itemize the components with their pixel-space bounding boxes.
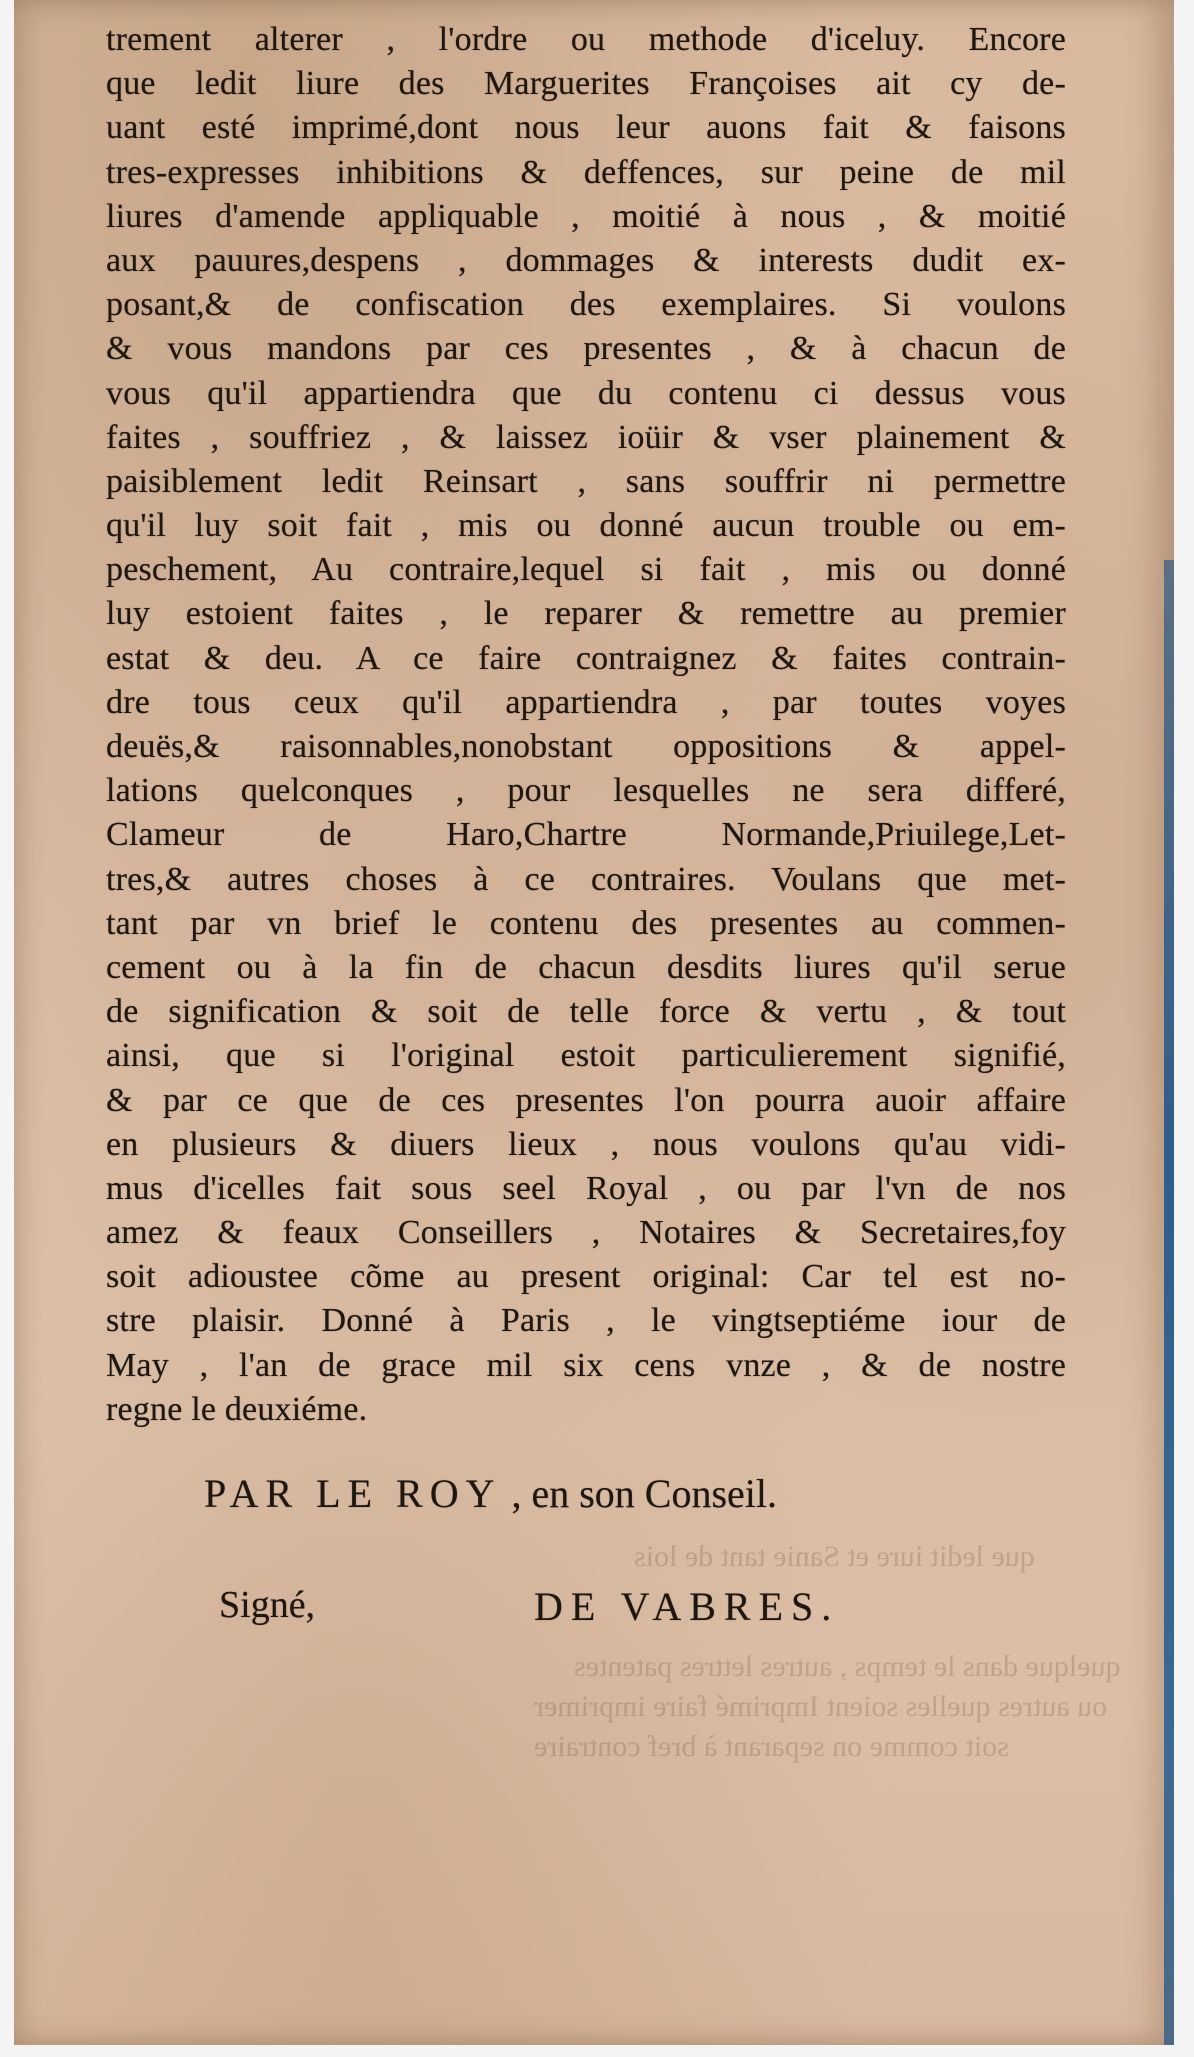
text-line: & par ce que de ces presentes l'on pourra auoir affaire: [106, 1081, 1066, 1119]
text-line: en plusieurs & diuers lieux , nous voulons qu'au vidi-: [106, 1125, 1066, 1163]
text-line: ainsi, que si l'original estoit particulierement signifié,: [106, 1037, 1066, 1075]
text-line: & vous mandons par ces presentes , & à chacun de: [106, 330, 1066, 368]
text-line: tres,& autres choses à ce contraires. Voulans que met-: [106, 860, 1066, 898]
text-line: mus d'icelles fait sous seel Royal , ou par l'vn de nos: [106, 1169, 1066, 1207]
text-line: soit adioustee cõme au present original: Car tel est no-: [106, 1258, 1066, 1296]
page-edge-binding: [1164, 560, 1174, 2045]
text-line: uant esté imprimé,dont nous leur auons fait & faisons: [106, 109, 1066, 147]
bleed-through-text: que ledit iure et Sanie tant de lois: [634, 1540, 1035, 1573]
text-line: lations quelconques , pour lesquelles ne sera differé,: [106, 772, 1066, 810]
text-line: luy estoient faites , le reparer & remettre au premier: [106, 595, 1066, 633]
text-line: cement ou à la fin de chacun desdits liures qu'il serue: [106, 948, 1066, 986]
text-line: vous qu'il appartiendra que du contenu ci dessus vous: [106, 374, 1066, 412]
text-line: trement alterer , l'ordre ou methode d'iceluy. Encore: [106, 21, 1066, 58]
text-line: aux pauures,despens , dommages & interests dudit ex-: [106, 241, 1066, 279]
text-line: tres-expresses inhibitions & deffences, sur peine de mil: [106, 153, 1066, 191]
text-line: posant,& de confiscation des exemplaires. Si voulons: [106, 286, 1066, 324]
signature-par-le-roy: [204, 1470, 777, 1517]
text-line: de signification & soit de telle force & vertu , & tout: [106, 993, 1066, 1031]
text-line: May , l'an de grace mil six cens vnze , & de nostre: [106, 1346, 1066, 1384]
text-line: deuës,& raisonnables,nonobstant oppositions & appel-: [106, 728, 1066, 765]
bleed-through-text: ou autres quelles soient Imprimé faire imprimer: [534, 1690, 1108, 1723]
text-line: estat & deu. A ce faire contraignez & faites contrain-: [106, 639, 1066, 677]
text-line: dre tous ceux qu'il appartiendra , par toutes voyes: [106, 683, 1066, 721]
text-line: que ledit liure des Marguerites Françoises ait cy de-: [106, 65, 1066, 103]
text-line: paisiblement ledit Reinsart , sans souffrir ni permettre: [106, 462, 1066, 500]
privilege-text: [106, 18, 1066, 1432]
text-line: faites , souffriez , & laissez ioüir & vser plainement &: [106, 418, 1066, 456]
text-line: regne le deuxiéme.: [106, 1390, 368, 1428]
text-line: tant par vn brief le contenu des presentes au commen-: [106, 904, 1066, 942]
signe-label: Signé,: [219, 1584, 316, 1626]
signatory-name: DE VABRES.: [534, 1584, 840, 1629]
text-line: qu'il luy soit fait , mis ou donné aucun trouble ou em-: [106, 507, 1066, 545]
text-line: amez & feaux Conseillers , Notaires & Secretaires,foy: [106, 1214, 1066, 1252]
text-line: stre plaisir. Donné à Paris , le vingtseptiéme iour de: [106, 1302, 1066, 1340]
en-son-conseil-label: , en son Conseil.: [511, 1471, 778, 1516]
bleed-through-text: quelque dans le temps , autres lettres patentes: [574, 1650, 1121, 1683]
text-line: liures d'amende appliquable , moitié à nous , & moitié: [106, 197, 1066, 235]
par-le-roy-label: PAR LE ROY: [204, 1471, 502, 1516]
text-line: peschement, Au contraire,lequel si fait , mis ou donné: [106, 551, 1066, 589]
text-line: Clameur de Haro,Chartre Normande,Priuilege,Let-: [106, 816, 1066, 854]
bleed-through-text: soit comme on separant à bref contraire: [534, 1730, 1009, 1763]
book-page: [14, 0, 1174, 2045]
